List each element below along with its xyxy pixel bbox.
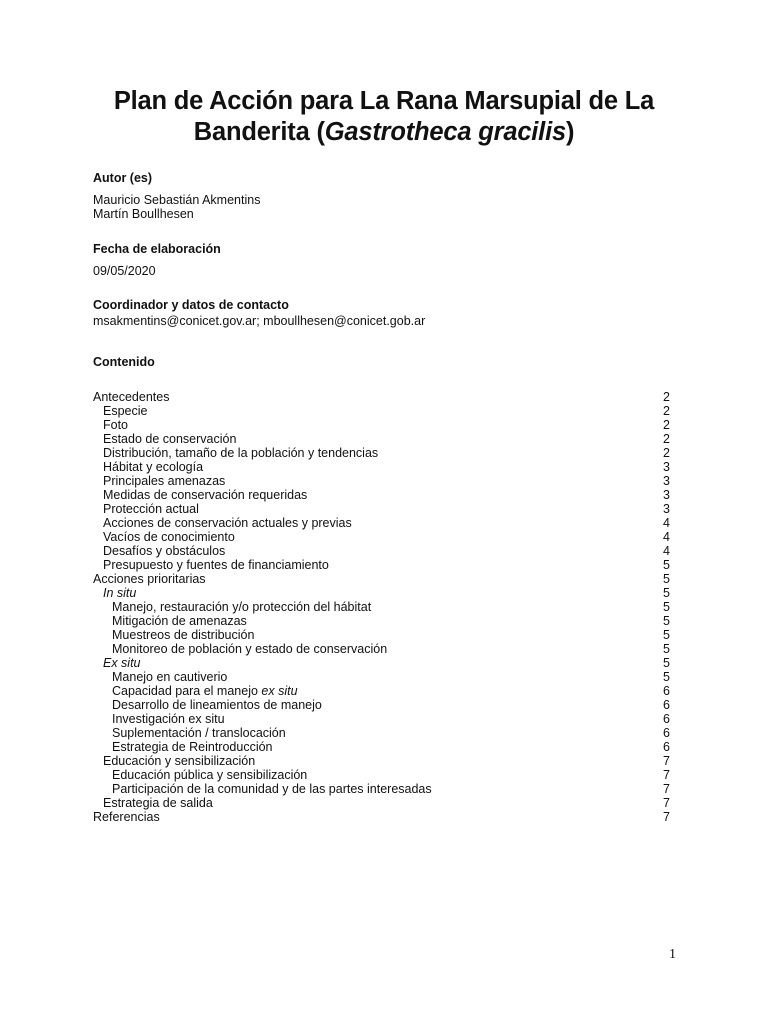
toc-entry-page: 5 — [663, 628, 670, 642]
toc-entry-label — [103, 432, 236, 446]
toc-entry-label-text: Presupuesto y fuentes de financiamiento — [103, 558, 329, 572]
toc-entry-label — [103, 460, 203, 474]
toc-entry-page: 5 — [663, 670, 670, 684]
toc-entry-label-text: Desafíos y obstáculos — [103, 544, 226, 558]
toc-entry-label-text: Ex situ — [103, 656, 141, 670]
date-value: 09/05/2020 — [93, 264, 156, 278]
toc-entry — [93, 516, 670, 530]
toc-entry — [93, 810, 670, 824]
toc-entry — [93, 446, 670, 460]
toc-entry-page: 6 — [663, 740, 670, 754]
toc-entry-label-text: Suplementación / translocación — [112, 726, 286, 740]
toc-entry-label-text: Estado de conservación — [103, 432, 237, 446]
contact-emails: msakmentins@conicet.gov.ar; mboullhesen@conicet.gob.ar — [93, 314, 426, 328]
toc-entry-label-text: Mitigación de amenazas — [112, 614, 247, 628]
toc-entry-label — [93, 390, 169, 404]
toc-entry-label-text: Vacíos de conocimiento — [103, 530, 235, 544]
toc-entry — [93, 754, 670, 768]
toc-entry-label-text: Foto — [103, 418, 129, 432]
toc-entry — [93, 614, 670, 628]
toc-entry-label-text: In situ — [103, 586, 137, 600]
toc-entry-label — [103, 656, 141, 670]
toc-entry — [93, 502, 670, 516]
toc-entry — [93, 684, 670, 698]
toc-entry — [93, 530, 670, 544]
toc-entry-label-text: Protección actual — [103, 502, 199, 516]
toc-entry-page: 5 — [663, 656, 670, 670]
toc-entry-label-text: Antecedentes — [93, 390, 170, 404]
toc-entry-label — [112, 614, 247, 628]
toc-entry-page: 3 — [663, 502, 670, 516]
toc-entry-label-text: Distribución, tamaño de la población y tendencias — [103, 446, 379, 460]
toc-entry-label — [112, 698, 322, 712]
toc-entry-page: 2 — [663, 390, 670, 404]
toc-entry-page: 4 — [663, 530, 670, 544]
title-close: ) — [565, 118, 575, 146]
toc-entry — [93, 712, 670, 726]
toc-entry-page: 7 — [663, 754, 670, 768]
toc-entry-page: 2 — [663, 446, 670, 460]
toc-entry — [93, 404, 670, 418]
toc-entry-label — [103, 558, 329, 572]
toc-entry-label-text: Principales amenazas — [103, 474, 226, 488]
authors-heading: Autor (es) — [93, 171, 153, 185]
toc-entry-label — [103, 754, 255, 768]
toc-entry-page: 7 — [663, 796, 670, 810]
toc-entry — [93, 544, 670, 558]
toc-entry — [93, 390, 670, 404]
toc-entry-label — [103, 488, 307, 502]
page-number: 1 — [669, 947, 676, 962]
toc-entry-page: 2 — [663, 432, 670, 446]
toc-entry-page: 7 — [663, 768, 670, 782]
table-of-contents — [93, 390, 670, 824]
toc-entry — [93, 698, 670, 712]
toc-entry-label-text: Monitoreo de población y estado de conservación — [112, 642, 388, 656]
toc-entry — [93, 656, 670, 670]
toc-entry — [93, 782, 670, 796]
toc-entry — [93, 796, 670, 810]
toc-entry-page: 6 — [663, 726, 670, 740]
toc-entry-label-text: Estrategia de Reintroducción — [112, 740, 273, 754]
toc-entry — [93, 628, 670, 642]
toc-entry — [93, 642, 670, 656]
toc-entry-label-text: Capacidad para el manejo — [112, 684, 262, 698]
toc-entry-label-text: Participación de la comunidad y de las partes interesadas — [112, 782, 432, 796]
toc-entry — [93, 432, 670, 446]
toc-entry-page: 2 — [663, 418, 670, 432]
toc-entry-label-text: Educación pública y sensibilización — [112, 768, 308, 782]
toc-entry-label-text: Muestreos de distribución — [112, 628, 255, 642]
toc-entry-label — [103, 530, 235, 544]
toc-entry-label — [103, 586, 136, 600]
toc-entry-page: 5 — [663, 614, 670, 628]
toc-entry — [93, 740, 670, 754]
toc-entry-label — [112, 642, 387, 656]
toc-entry-page: 4 — [663, 544, 670, 558]
toc-entry-label — [103, 404, 147, 418]
toc-entry-page: 5 — [663, 642, 670, 656]
toc-entry-page: 7 — [663, 810, 670, 824]
toc-entry — [93, 418, 670, 432]
toc-entry-page: 4 — [663, 516, 670, 530]
toc-entry — [93, 600, 670, 614]
toc-entry-page: 6 — [663, 684, 670, 698]
toc-entry-label — [103, 474, 225, 488]
date-heading: Fecha de elaboración — [93, 242, 221, 256]
toc-entry — [93, 726, 670, 740]
toc-entry-label — [103, 502, 199, 516]
toc-entry-label — [112, 740, 273, 754]
toc-entry-label-text: Hábitat y ecología — [103, 460, 204, 474]
toc-entry-page: 7 — [663, 782, 670, 796]
contact-heading: Coordinador y datos de contacto — [93, 298, 289, 312]
toc-entry-label-text: Desarrollo de lineamientos de manejo — [112, 698, 322, 712]
toc-entry-label — [112, 628, 254, 642]
toc-entry-label — [93, 572, 206, 586]
toc-entry-label — [112, 712, 225, 726]
toc-entry — [93, 768, 670, 782]
toc-entry-page: 6 — [663, 712, 670, 726]
toc-entry-page: 5 — [663, 572, 670, 586]
author-name-1: Mauricio Sebastián Akmentins — [93, 193, 261, 207]
toc-entry-label — [103, 418, 128, 432]
toc-entry-label — [93, 810, 160, 824]
toc-entry-page: 2 — [663, 404, 670, 418]
toc-entry-page: 3 — [663, 460, 670, 474]
toc-entry-label — [103, 516, 352, 530]
title-species: Gastrotheca gracilis — [324, 118, 566, 146]
toc-entry-page: 5 — [663, 600, 670, 614]
toc-entry-page: 5 — [663, 586, 670, 600]
toc-entry-label — [112, 684, 298, 698]
author-name-2: Martín Boullhesen — [93, 207, 194, 221]
toc-entry-label-text: Investigación ex situ — [112, 712, 225, 726]
toc-entry-label — [112, 670, 227, 684]
toc-entry-label-text: Medidas de conservación requeridas — [103, 488, 308, 502]
toc-entry-label-text: Educación y sensibilización — [103, 754, 256, 768]
toc-entry-label — [112, 600, 371, 614]
toc-entry — [93, 460, 670, 474]
toc-entry-label-text: Especie — [103, 404, 148, 418]
toc-entry-label-text: Manejo, restauración y/o protección del hábitat — [112, 600, 372, 614]
toc-entry-page: 5 — [663, 558, 670, 572]
toc-entry — [93, 572, 670, 586]
toc-entry — [93, 670, 670, 684]
toc-entry-label — [103, 544, 225, 558]
toc-entry-label — [103, 796, 213, 810]
toc-entry-label-text: Acciones prioritarias — [93, 572, 206, 586]
toc-entry — [93, 558, 670, 572]
toc-entry-label-text: Estrategia de salida — [103, 796, 213, 810]
toc-entry — [93, 474, 670, 488]
contents-heading: Contenido — [93, 355, 155, 369]
toc-entry-label — [112, 782, 432, 796]
toc-entry — [93, 488, 670, 502]
toc-entry-label — [103, 446, 378, 460]
toc-entry-label — [112, 726, 286, 740]
toc-entry-label — [112, 768, 307, 782]
title-main: Plan de Acción para La Rana Marsupial de La Banderita ( — [113, 87, 655, 146]
toc-entry — [93, 586, 670, 600]
toc-entry-label-text: Referencias — [93, 810, 160, 824]
document-title — [60, 86, 708, 148]
toc-entry-label-italic: ex situ — [261, 684, 298, 698]
toc-entry-label-text: Manejo en cautiverio — [112, 670, 228, 684]
toc-entry-label-text: Acciones de conservación actuales y previas — [103, 516, 352, 530]
toc-entry-page: 6 — [663, 698, 670, 712]
toc-entry-page: 3 — [663, 488, 670, 502]
toc-entry-page: 3 — [663, 474, 670, 488]
